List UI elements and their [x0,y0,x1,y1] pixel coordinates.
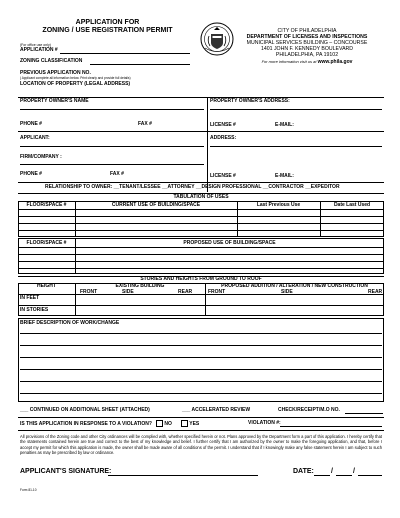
date-label: DATE: [293,468,314,475]
date-year-field[interactable] [358,475,382,476]
col-last-previous: Last Previous Use [256,202,301,208]
uses-table-title: TABULATION OF USES [173,194,229,200]
violation-yes-checkbox[interactable] [181,420,188,427]
previous-application-label: PREVIOUS APPLICATION NO. [20,70,91,76]
violation-number-label: VIOLATION #: [248,420,281,426]
owner-email-label: E-MAIL: [275,122,294,128]
violation-number-field[interactable] [280,426,382,427]
relationship-expeditor[interactable]: __EXPEDITOR [305,184,340,190]
website-link[interactable]: www.phila.gov [317,59,353,65]
relationship-attorney[interactable]: __ATTORNEY [161,184,195,190]
applicant-label: APPLICANT: [20,135,50,141]
applicant-license-label: LICENSE # [210,173,236,179]
zoning-classification-label: ZONING CLASSIFICATION [20,58,83,64]
form-title-line1: APPLICATION FOR [75,19,140,26]
firm-field[interactable] [20,164,204,165]
accelerated-review-option[interactable]: ___ ACCELERATED REVIEW [182,407,251,413]
agency-street: 1401 JOHN F. KENNEDY BOULEVARD [260,46,354,52]
more-info-text: For more information visit us at [261,59,317,64]
form-number: Form 81-10 [20,488,37,492]
location-label: LOCATION OF PROPERTY (LEGAL ADDRESS) [20,81,131,87]
work-description-label: BRIEF DESCRIPTION OF WORK/CHANGE [20,320,120,326]
check-receipt-field[interactable] [345,413,383,414]
legal-certification-text: All provisions of the Zoning code and other City ordinances will be complied with, whether specified herein or not. Plans approved by the Department form a part of this application. I hereby certify that the statements contained herein are true and correct to the best of my knowledge and belief. I further certify that I am authorized by the owner to make the foregoing application, and that, before I accept my permit for which this application is made, the owner shall be made aware of all conditions of the permit. I understand that if I knowingly make any false statement herein I am subject to such penalties as may be prescribed by law or ordinance. [20,434,382,456]
check-receipt-label: CHECK/RECEIPT/M.O NO. [278,407,340,413]
violation-no-checkbox[interactable] [156,420,163,427]
relationship-row [45,184,340,190]
proposed-front: FRONT [208,289,226,295]
existing-side: SIDE [122,289,134,295]
owner-address-field[interactable] [210,109,382,110]
office-use-note: (For office use only) [20,43,51,47]
date-day-field[interactable] [336,475,352,476]
applicant-address-label: ADDRESS: [210,135,237,141]
application-number-field[interactable] [60,53,190,54]
col-existing: EXISTING BUILDING [115,283,165,289]
owner-name-label: PROPERTY OWNER'S NAME [20,98,89,104]
firm-label: FIRM/COMPANY : [20,154,62,160]
proposed-col-floor: FLOOR/SPACE # [26,240,67,246]
applicant-field[interactable] [20,146,204,147]
signature-field[interactable] [108,475,258,476]
existing-rear: REAR [178,289,193,295]
applicant-address-field[interactable] [210,146,382,147]
col-floor-space: FLOOR/SPACE # [26,202,67,208]
violation-no-label: NO [164,420,172,427]
city-seal-icon [200,22,234,56]
applicant-email-label: E-MAIL: [275,173,294,179]
existing-front: FRONT [80,289,98,295]
col-date-last-used: Date Last Used [333,202,371,208]
info-note: ( Applicant complete all information below. Print clearly and provide full details) [20,76,131,80]
relationship-design[interactable]: __DESIGN PROFESSIONAL [195,184,262,190]
proposed-col-use: PROPOSED USE OF BUILDING/SPACE [183,240,276,246]
work-description-box[interactable] [18,318,384,402]
applicant-phone-label: PHONE # [20,171,42,177]
relationship-contractor[interactable]: __CONTRACTOR [262,184,304,190]
agency-block [232,28,382,65]
relationship-label: RELATIONSHIP TO OWNER: [45,184,113,190]
continued-sheet-option[interactable]: ___ CONTINUED ON ADDITIONAL SHEET (ATTACHED) [20,407,150,413]
col-current-use: CURRENT USE OF BUILDING/SPACE [111,202,201,208]
owner-address-label: PROPERTY OWNER'S ADDRESS: [210,98,290,104]
violation-row [20,420,199,427]
col-proposed: PROPOSED ADDITION / ALTERATION / NEW CONSTRUCTION [221,283,368,289]
date-month-field[interactable] [314,475,330,476]
stories-title: STORIES AND HEIGHTS FROM GROUND TO ROOF [140,276,262,282]
owner-phone-label: PHONE # [20,121,42,127]
violation-question: IS THIS APPLICATION IN RESPONSE TO A VIOLATION? [20,420,152,427]
row-in-stories: IN STORIES [20,307,49,313]
proposed-rear: REAR [368,289,383,295]
owner-license-label: LICENSE # [210,122,236,128]
signature-label: APPLICANT'S SIGNATURE: [20,468,112,475]
proposed-side: SIDE [281,289,293,295]
zoning-classification-field[interactable] [90,64,190,65]
agency-city-zip: PHILADELPHIA, PA 19102 [275,52,339,58]
owner-name-field[interactable] [20,109,204,110]
agency-department: DEPARTMENT OF LICENSES AND INSPECTIONS [246,34,368,40]
relationship-tenant[interactable]: __TENANT/LESSEE [113,184,161,190]
application-number-label: APPLICATION # [20,47,58,53]
owner-fax-label: FAX # [138,121,152,127]
row-in-feet: IN FEET [20,295,40,301]
form-title-line2: ZONING / USE REGISTRATION PERMIT [42,27,173,34]
agency-city: CITY OF PHILADELPHIA [277,28,337,34]
applicant-fax-label: FAX # [110,171,124,177]
col-height: HEIGHT [37,283,56,289]
agency-building: MUNICIPAL SERVICES BUILDING – CONCOURSE [246,40,368,46]
violation-yes-label: YES [189,420,200,427]
